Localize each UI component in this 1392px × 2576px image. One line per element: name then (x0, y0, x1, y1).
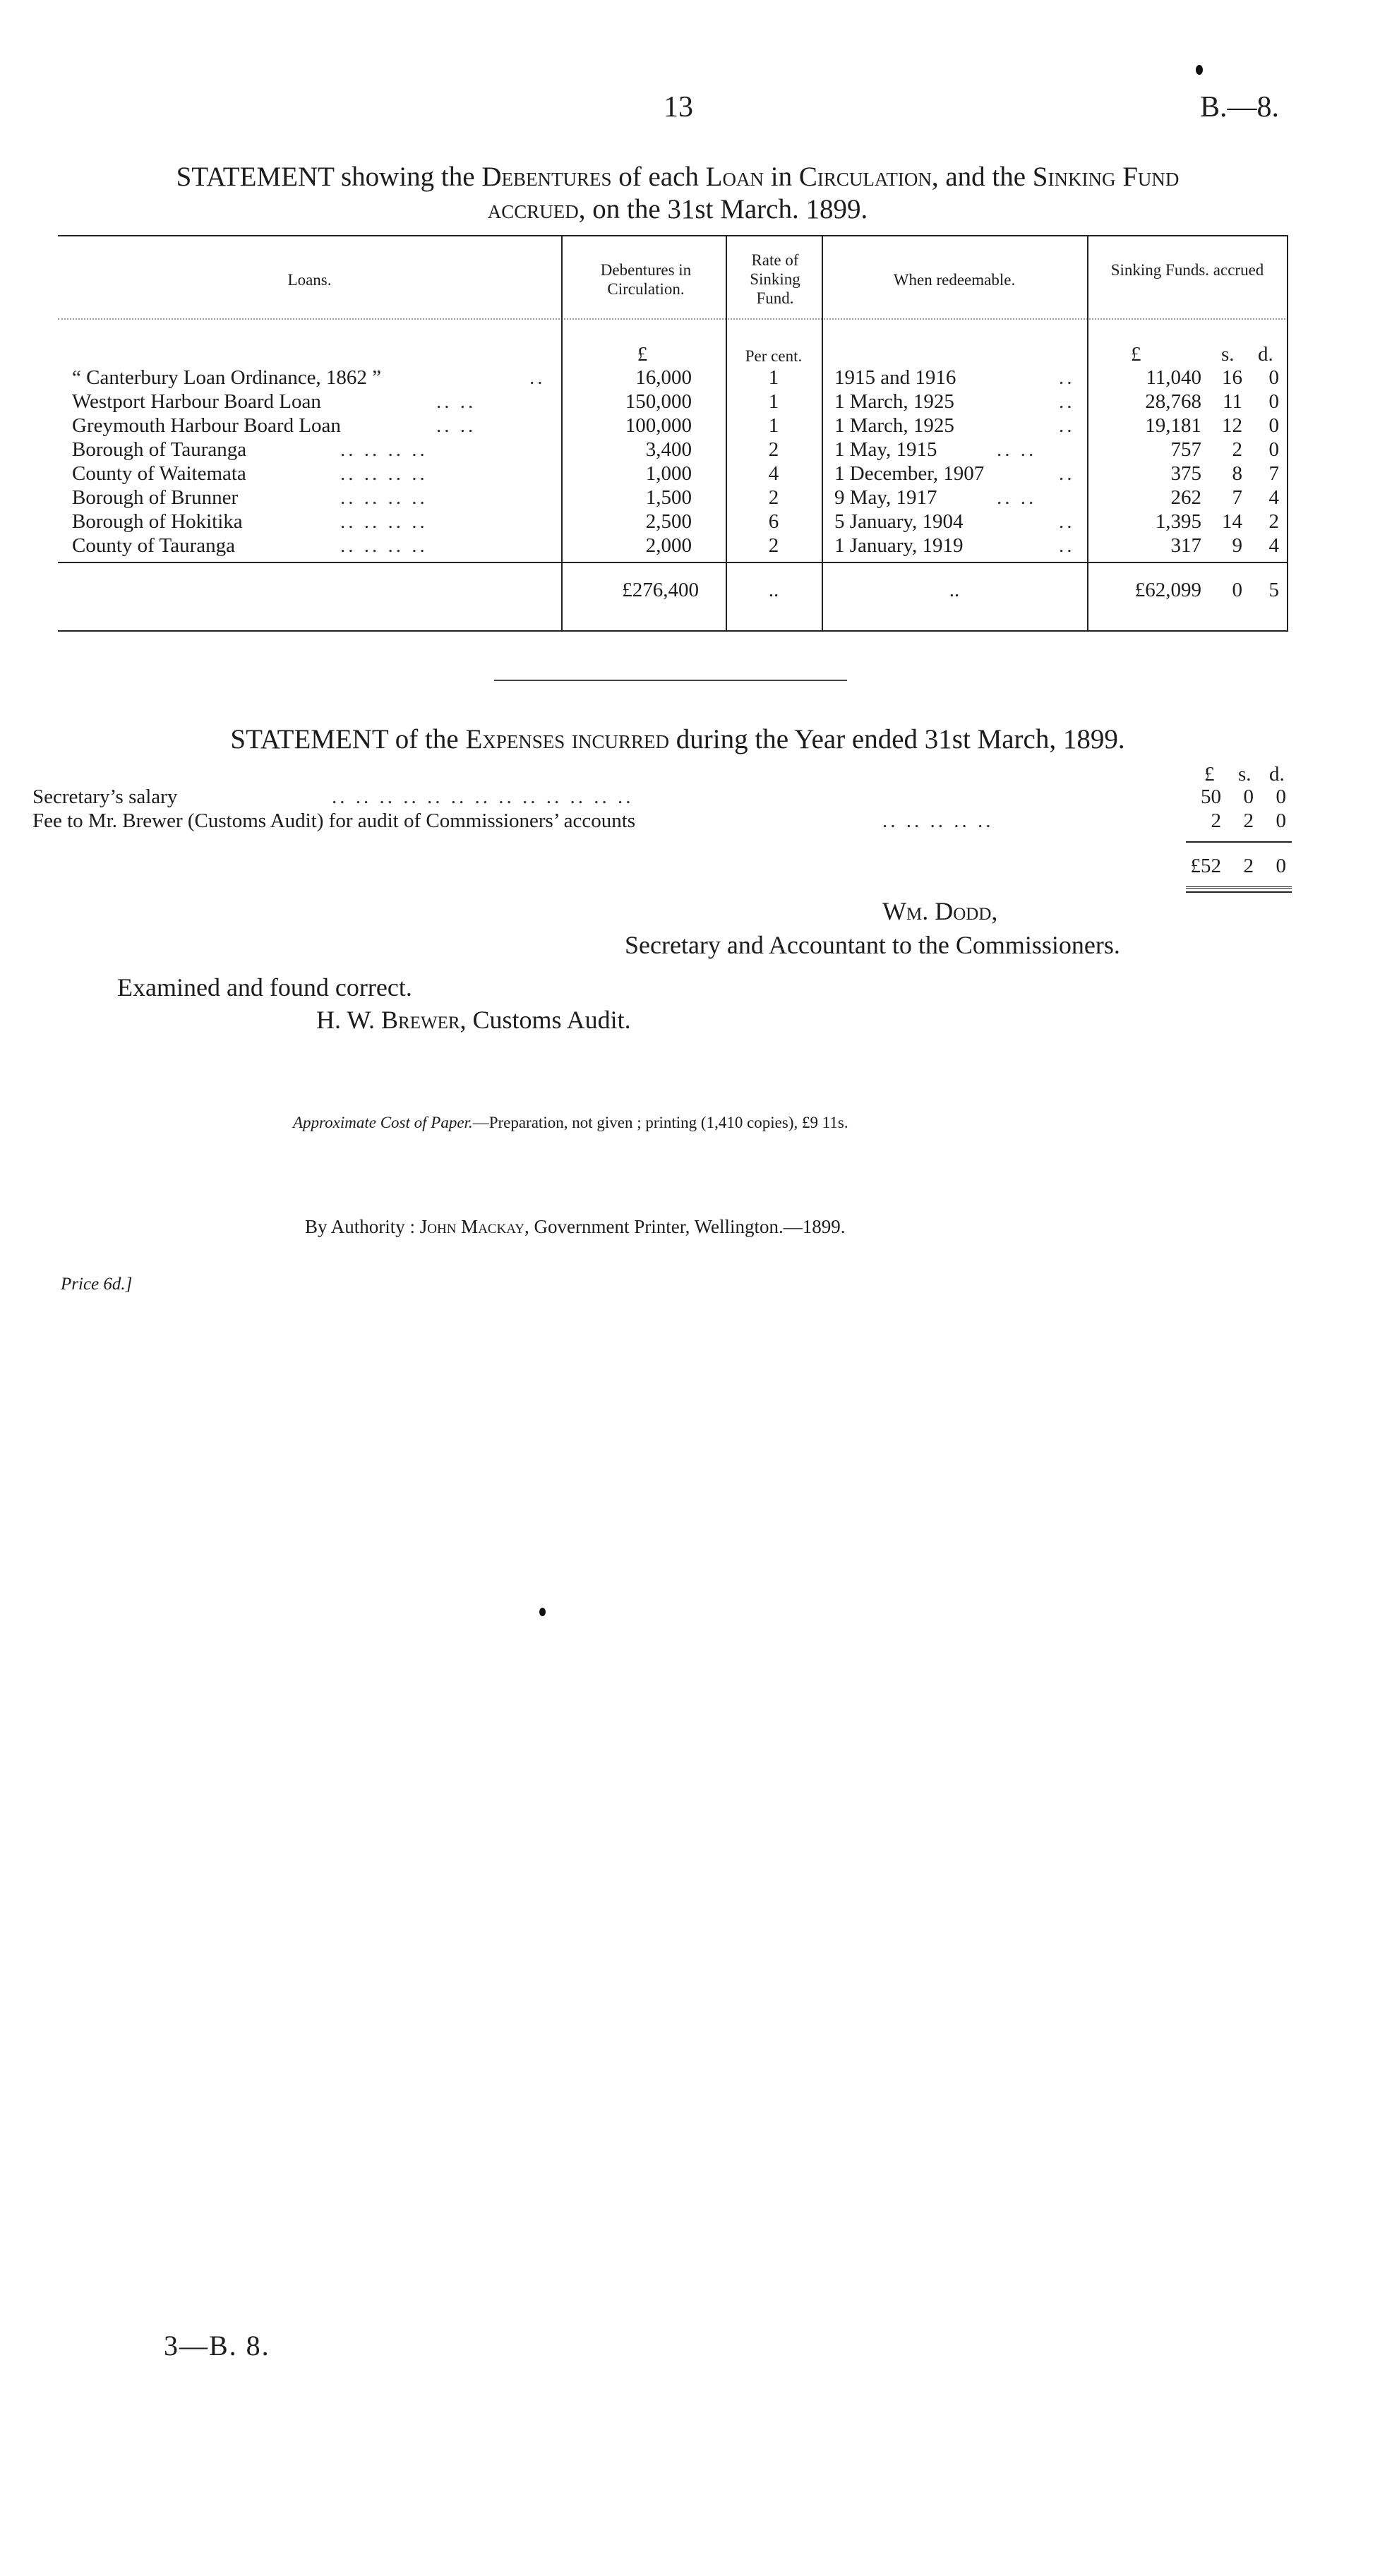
printer-authority: By Authority : John Mackay, Government Printer, Wellington.—1899. (305, 1216, 846, 1237)
expense-sum-rule (1186, 841, 1292, 843)
debentures-table: Loans. Debentures in Circulation. Rate of Sinking Fund. When redeemable. Sinking Funds. accrued £ Per cent. £ s. d. “ Canterbury Loan Ordinance, 1862 ” .. 16,000 1 1915 and 1916 .. 11,040 16 0 Westport Harbour Board Loan .. .. 150,000 1 1 March, 1925 .. 28,768 11 0 Greymouth Harbour Board Loan .. .. 100,000 1 1 March, 1925 .. 19,181 12 0 Borough of Tauranga .. .. .. .. 3,400 2 1 May, 1915 .. .. 757 2 0 County of Waitemata .. .. .. .. 1,000 4 1 December, 1907 .. 375 8 7 Borough of Brunner .. .. .. .. 1,500 2 9 May, 1917 .. .. 262 7 4 Borough of Hokitika .. .. .. .. 2,500 6 5 January, 1904 .. 1,395 14 2 County of Tauranga .. .. .. .. 2,000 2 1 January, 1919 .. 317 9 4 £276,400 .. .. £62,099 0 5 (58, 235, 1288, 630)
col-header-sinking: Sinking Funds. accrued (1110, 261, 1264, 279)
col-header-loans: Loans. (287, 271, 332, 289)
col-header-debentures: Debentures in Circulation. (600, 261, 692, 298)
table-top-rule (58, 235, 1288, 236)
section-divider (494, 680, 847, 681)
signatory-name: Wm. Dodd, (882, 897, 998, 925)
statement-expenses-title: STATEMENT of the Expenses incurred during the Year ended 31st March, 1899. (230, 724, 1125, 754)
unit-shillings: s. (1221, 343, 1235, 366)
statement-debentures-title: STATEMENT showing the Debentures of each Loan in Circulation, and the Sinking Fund accrued, on the 31st March. 1899. (176, 162, 1180, 224)
exp-unit-pounds: £ (1204, 763, 1215, 786)
sheet-mark: 3—B. 8. (164, 2330, 270, 2361)
expense-total-double-rule (1186, 886, 1292, 893)
unit-pence: d. (1258, 343, 1273, 366)
unit-percent: Per cent. (745, 347, 803, 365)
exp-unit-pence: d. (1269, 763, 1285, 786)
col-header-rate: Rate of Sinking Fund. (750, 251, 800, 307)
examined-statement: Examined and found correct. (117, 973, 412, 1001)
table-bottom-rule (58, 630, 1288, 632)
cost-of-paper: Approximate Cost of Paper.—Preparation, not given ; printing (1,410 copies), £9 11s. (293, 1114, 848, 1131)
table-total-rule (58, 562, 1288, 563)
auditor-signature: H. W. Brewer, Customs Audit. (316, 1006, 631, 1034)
ink-speck (539, 1608, 546, 1616)
page-number: 13 (664, 91, 693, 124)
unit-pounds: £ (1131, 343, 1141, 366)
unit-pound: £ (637, 343, 648, 366)
exp-unit-shillings: s. (1238, 763, 1252, 786)
document-code: B.—8. (1200, 91, 1280, 124)
col-header-redeemable: When redeemable. (893, 271, 1016, 289)
ink-speck (1196, 65, 1203, 75)
price-note: Price 6d.] (61, 1275, 133, 1294)
signatory-role: Secretary and Accountant to the Commissioners. (625, 931, 1120, 959)
header-divider (58, 318, 1288, 320)
